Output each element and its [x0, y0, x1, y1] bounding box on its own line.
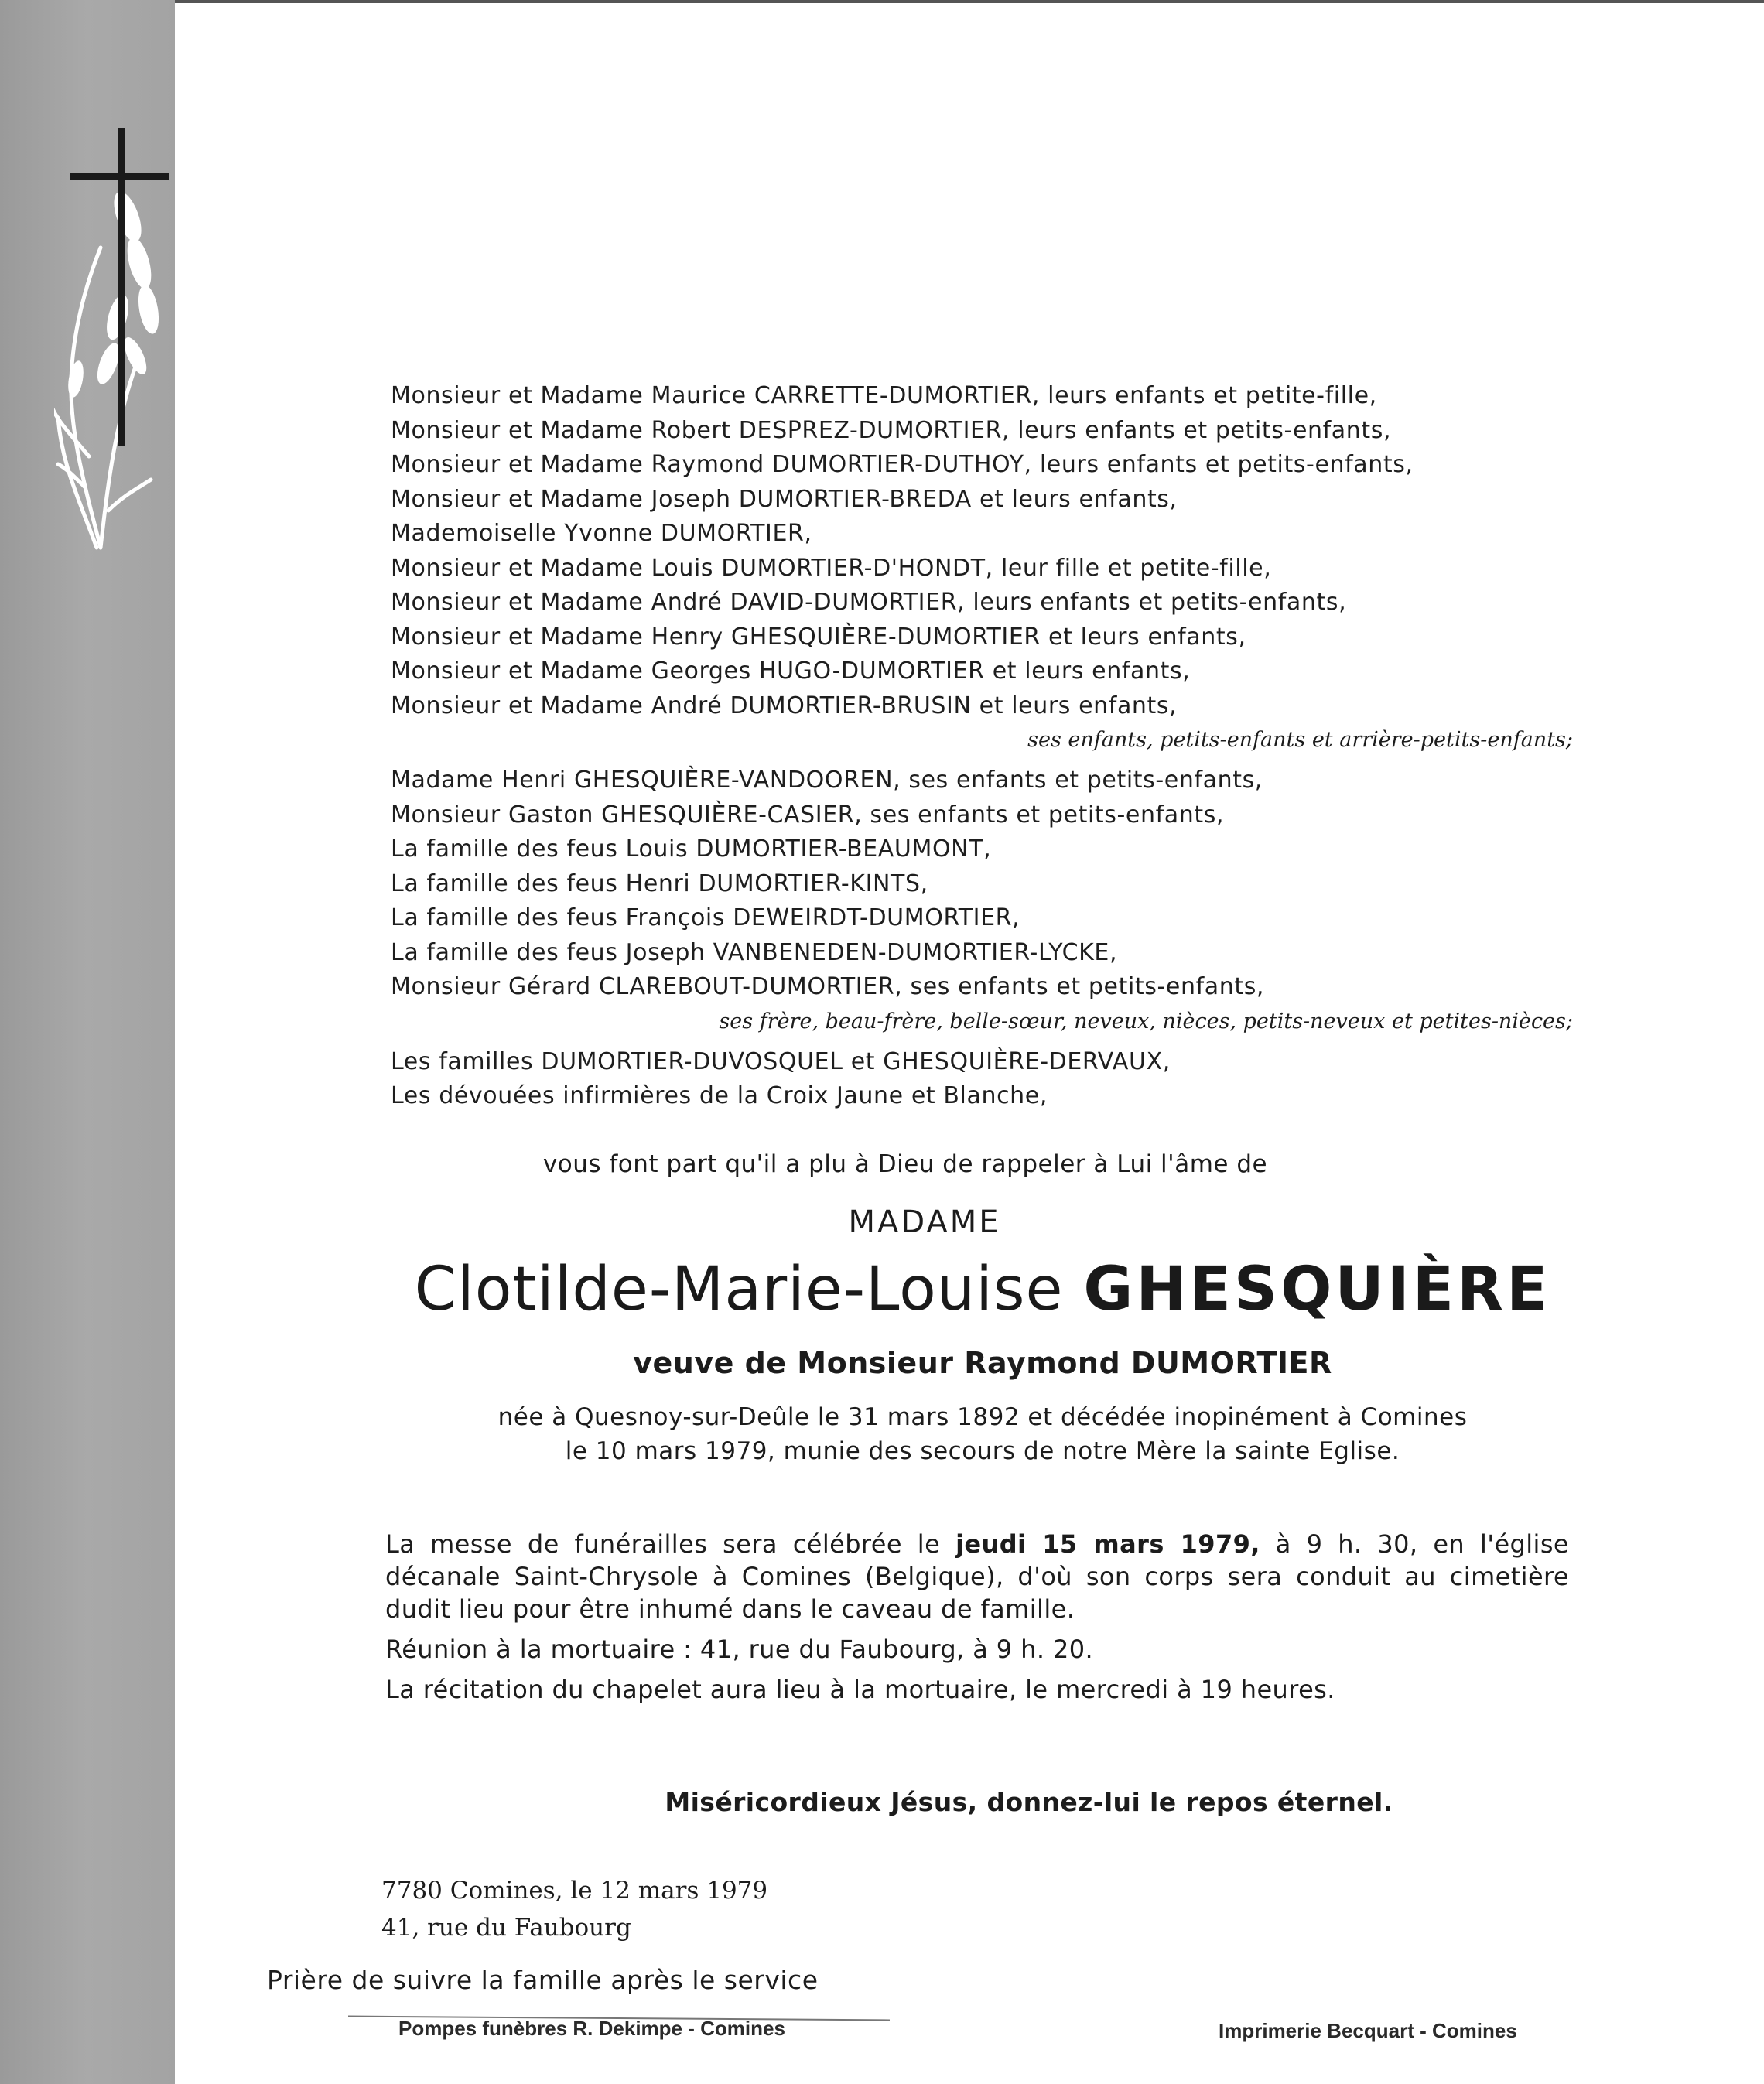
deceased-title: MADAME — [848, 1204, 1001, 1240]
family-line: Monsieur et Madame Georges HUGO-DUMORTIER et leurs enfants, — [391, 658, 1191, 685]
birth-death-line: née à Quesnoy-sur-Deûle le 31 mars 1892 et décédée inopinément à Comines — [497, 1403, 1468, 1431]
closing-prayer: Miséricordieux Jésus, donnez-lui le repos éternel. — [665, 1787, 1393, 1817]
mass-text-after: à 9 h. 30, en l'église décanale Saint-Chrysole à Comines (Belgique), d'où son corps sera conduit au cimetière dudit lieu pour être inhumé dans le caveau de famille. — [385, 1529, 1569, 1624]
family-line: Monsieur et Madame Joseph DUMORTIER-BREDA et leurs enfants, — [391, 485, 1178, 513]
printer-credit: Imprimerie Becquart - Comines — [1219, 2019, 1517, 2042]
siblings-group-note: ses frère, beau-frère, belle-sœur, neveux, nièces, petits-neveux et petites-nièces; — [719, 1009, 1573, 1033]
children-group-note: ses enfants, petits-enfants et arrière-petits-enfants; — [1027, 728, 1573, 752]
deceased-surname: GHESQUIÈRE — [1083, 1255, 1551, 1324]
family-line: Monsieur et Madame Maurice CARRETTE-DUMORTIER, leurs enfants et petite-fille, — [391, 382, 1377, 409]
deceased-given-names: Clotilde-Marie-Louise — [414, 1255, 1064, 1324]
mass-text-before: La messe de funérailles sera célébrée le — [385, 1529, 956, 1559]
family-line: Monsieur et Madame Robert DESPREZ-DUMORTIER, leurs enfants et petits-enfants, — [391, 416, 1392, 444]
meeting-paragraph: Réunion à la mortuaire : 41, rue du Faubourg, à 9 h. 20. — [385, 1635, 1094, 1664]
family-line: Mademoiselle Yvonne DUMORTIER, — [391, 520, 812, 547]
family-line: Monsieur Gaston GHESQUIÈRE-CASIER, ses enfants et petits-enfants, — [391, 801, 1225, 828]
birth-death-details — [387, 1400, 1578, 1468]
family-line: Monsieur Gérard CLAREBOUT-DUMORTIER, ses enfants et petits-enfants, — [391, 973, 1265, 1000]
family-line: Madame Henri GHESQUIÈRE-VANDOOREN, ses enfants et petits-enfants, — [391, 767, 1263, 794]
birth-death-line: le 10 mars 1979, munie des secours de notre Mère la sainte Eglise. — [565, 1437, 1400, 1465]
mortuary-address — [381, 1872, 767, 1946]
family-line: La famille des feus Joseph VANBENEDEN-DUMORTIER-LYCKE, — [391, 938, 1118, 966]
undertaker-credit: Pompes funèbres R. Dekimpe - Comines — [398, 2017, 785, 2040]
announcement: vous font part qu'il a plu à Dieu de rappeler à Lui l'âme de — [542, 1150, 1268, 1178]
widow-of: veuve de Monsieur Raymond DUMORTIER — [633, 1346, 1332, 1380]
address-line: 7780 Comines, le 12 mars 1979 — [381, 1877, 768, 1905]
family-line: La famille des feus Henri DUMORTIER-KINTS, — [391, 869, 928, 897]
mass-paragraph — [385, 1528, 1569, 1625]
family-line: Monsieur et Madame André DUMORTIER-BRUSIN et leurs enfants, — [391, 692, 1178, 719]
family-line: Monsieur et Madame Louis DUMORTIER-D'HONDT, leur fille et petite-fille, — [391, 554, 1272, 582]
follow-family-note: Prière de suivre la famille après le service — [267, 1965, 819, 1995]
deceased-name — [387, 1255, 1578, 1324]
family-line: Les familles DUMORTIER-DUVOSQUEL et GHESQUIÈRE-DERVAUX, — [391, 1047, 1171, 1075]
family-line: Monsieur et Madame André DAVID-DUMORTIER, leurs enfants et petits-enfants, — [391, 589, 1347, 616]
mass-date: jeudi 15 mars 1979, — [956, 1529, 1260, 1559]
family-line: La famille des feus Louis DUMORTIER-BEAUMONT, — [391, 835, 992, 863]
family-line: Monsieur et Madame Raymond DUMORTIER-DUTHOY, leurs enfants et petits-enfants, — [391, 451, 1414, 478]
rosary-paragraph: La récitation du chapelet aura lieu à la mortuaire, le mercredi à 19 heures. — [385, 1675, 1335, 1704]
funeral-details — [385, 1528, 1569, 1713]
family-line: Les dévouées infirmières de la Croix Jaune et Blanche, — [391, 1082, 1048, 1109]
address-line: 41, rue du Faubourg — [381, 1914, 631, 1942]
family-list — [391, 379, 1590, 1114]
family-line: Monsieur et Madame Henry GHESQUIÈRE-DUMORTIER et leurs enfants, — [391, 623, 1246, 651]
family-line: La famille des feus François DEWEIRDT-DUMORTIER, — [391, 904, 1020, 931]
